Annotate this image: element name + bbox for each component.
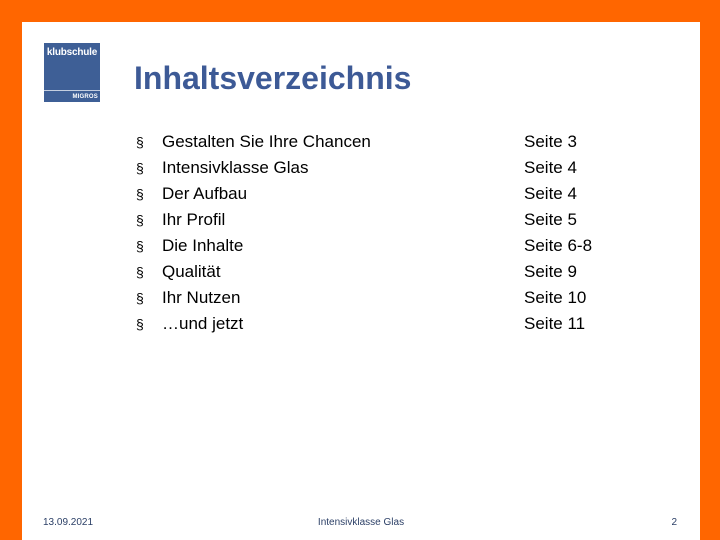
toc-row — [136, 311, 636, 337]
logo-wordmark: klubschule — [46, 47, 98, 58]
bullet-icon: § — [136, 212, 144, 228]
page-number: 2 — [671, 517, 677, 528]
toc-entry: Gestalten Sie Ihre Chancen — [162, 132, 371, 151]
toc-row — [136, 233, 636, 259]
bullet-icon: § — [136, 134, 144, 150]
toc-page-reference: Seite 4 — [524, 158, 577, 177]
bullet-icon: § — [136, 238, 144, 254]
toc-entry: Qualität — [162, 262, 221, 281]
page-title: Inhaltsverzeichnis — [134, 60, 412, 96]
toc-entry: Ihr Profil — [162, 210, 226, 229]
bullet-icon: § — [136, 264, 144, 280]
bullet-icon: § — [136, 316, 144, 332]
toc-page-reference: Seite 3 — [524, 132, 577, 151]
toc-page-reference: Seite 6-8 — [524, 236, 593, 255]
toc-page-reference: Seite 10 — [524, 288, 587, 307]
toc-row — [136, 155, 636, 181]
logo-brand: MIGROS — [72, 94, 98, 100]
bullet-icon: § — [136, 290, 144, 306]
toc-entry: Die Inhalte — [162, 236, 244, 255]
toc-row — [136, 181, 636, 207]
toc-page-reference: Seite 4 — [524, 184, 577, 203]
footer-date: 13.09.2021 — [43, 517, 94, 528]
klubschule-logo — [44, 43, 100, 102]
bullet-icon: § — [136, 186, 144, 202]
logo-divider — [44, 90, 100, 91]
slide-canvas — [22, 22, 700, 540]
toc-row — [136, 207, 636, 233]
table-of-contents — [136, 129, 636, 337]
toc-row — [136, 259, 636, 285]
footer-title: Intensivklasse Glas — [317, 517, 405, 528]
toc-row — [136, 285, 636, 311]
toc-entry: …und jetzt — [162, 314, 244, 333]
toc-page-reference: Seite 9 — [524, 262, 577, 281]
toc-page-reference: Seite 5 — [524, 210, 577, 229]
toc-page-reference: Seite 11 — [524, 314, 586, 333]
toc-entry: Intensivklasse Glas — [162, 158, 309, 177]
toc-entry: Der Aufbau — [162, 184, 248, 203]
toc-entry: Ihr Nutzen — [162, 288, 241, 307]
toc-row — [136, 129, 636, 155]
bullet-icon: § — [136, 160, 144, 176]
